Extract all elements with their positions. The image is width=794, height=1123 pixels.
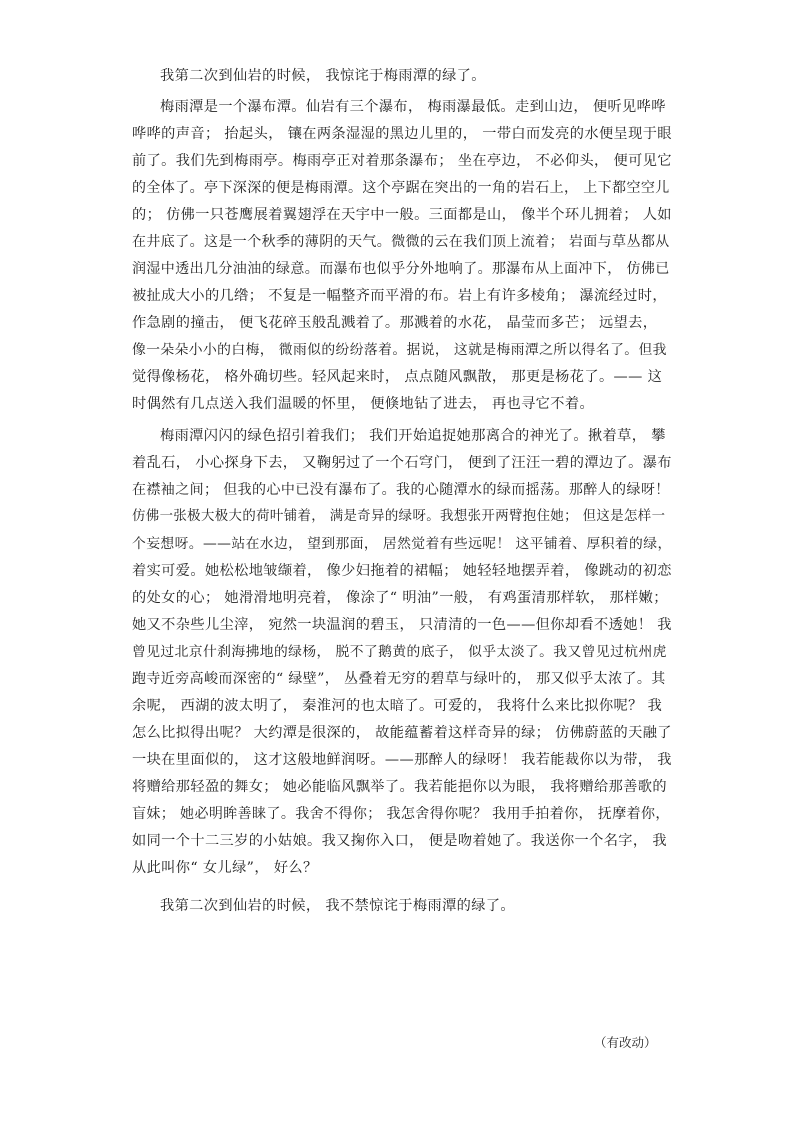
text-line: 余呢， 西湖的波太明了， 秦淮河的也太暗了。可爱的， 我将什么来比拟你呢？ 我 — [132, 698, 663, 714]
text-line: 被扯成大小的几绺； 不复是一幅整齐而平滑的布。岩上有许多棱角； 瀑流经过时， — [132, 288, 667, 304]
text-line: 着乱石， 小心探身下去， 又鞠躬过了一个石穹门， 便到了汪汪一碧的潭边了。瀑布 — [132, 455, 672, 471]
text-line: 的全体了。亭下深深的便是梅雨潭。这个亭踞在突出的一角的岩石上， 上下都空空儿 — [132, 180, 670, 196]
text-line: 像一朵朵小小的白梅， 微雨似的纷纷落着。据说， 这就是梅雨潭之所以得名了。但我 — [132, 342, 667, 358]
text-line: 的； 仿佛一只苍鹰展着翼翅浮在天宇中一般。三面都是山， 像半个环儿拥着； 人如 — [132, 207, 672, 223]
source-note: （有改动） — [594, 1035, 657, 1050]
text-line: 着实可爱。她松松地皱缬着， 像少妇拖着的裙幅； 她轻轻地摆弄着， 像跳动的初恋 — [132, 563, 672, 579]
text-line: 前了。我们先到梅雨亭。梅雨亭正对着那条瀑布； 坐在亭边， 不必仰头， 便可见它 — [132, 153, 672, 169]
text-line: 在井底了。这是一个秋季的薄阴的天气。微微的云在我们顶上流着； 岩面与草丛都从 — [132, 234, 670, 250]
text-line: 盲妹； 她必明眸善睐了。我舍不得你； 我怎舍得你呢？ 我用手拍着你， 抚摩着你， — [132, 806, 670, 822]
text-line: 润湿中透出几分油油的绿意。而瀑布也似乎分外地响了。那瀑布从上面冲下， 仿佛已 — [132, 261, 670, 277]
text-line: 从此叫你“ 女儿绿”， 好么？ — [132, 860, 318, 876]
text-line: 作急剧的撞击， 便飞花碎玉般乱溅着了。那溅着的水花， 晶莹而多芒； 远望去， — [132, 315, 658, 331]
text-line: 觉得像杨花， 格外确切些。轻风起来时， 点点随风飘散， 那更是杨花了。—— 这 — [132, 369, 663, 385]
text-line: 哗哗的声音； 抬起头， 镶在两条湿湿的黑边儿里的， 一带白而发亮的水便呈现于眼 — [132, 126, 672, 142]
text-line: 的处女的心； 她滑滑地明亮着， 像涂了“ 明油”一般， 有鸡蛋清那样软， 那样嫩； — [132, 590, 668, 606]
text-line: 怎么比拟得出呢？ 大约潭是很深的， 故能蕴蓄着这样奇异的绿； 仿佛蔚蓝的天融了 — [132, 725, 672, 741]
text-line: 仿佛一张极大极大的荷叶铺着， 满是奇异的绿呀。我想张开两臂抱住她； 但这是怎样一 — [132, 509, 666, 524]
text-line: 在襟袖之间； 但我的心中已没有瀑布了。我的心随潭水的绿而摇荡。那醉人的绿呀！ — [132, 482, 670, 498]
text-line: 我第二次到仙岩的时候， 我惊诧于梅雨潭的绿了。 — [160, 68, 486, 84]
text-line: 个妄想呀。——站在水边， 望到那面， 居然觉着有些远呢！ 这平铺着、厚积着的绿， — [132, 536, 672, 552]
text-line: 如同一个十二三岁的小姑娘。我又掬你入口， 便是吻着她了。我送你一个名字， 我 — [132, 833, 667, 849]
text-line: 将赠给那轻盈的舞女； 她必能临风飘举了。我若能挹你以为眼， 我将赠给那善歌的 — [132, 779, 667, 795]
text-line: 时偶然有几点送入我们温暖的怀里， 便倏地钻了进去， 再也寻它不着。 — [132, 396, 595, 412]
text-line: 跑寺近旁高峻而深密的“ 绿壁”， 丛叠着无穷的碧草与绿叶的， 那又似乎太浓了。其 — [132, 671, 666, 687]
text-line: 我第二次到仙岩的时候， 我不禁惊诧于梅雨潭的绿了。 — [160, 898, 516, 914]
text-line: 一块在里面似的， 这才这般地鲜润呀。——那醉人的绿呀！ 我若能裁你以为带， 我 — [132, 752, 672, 768]
text-line: 梅雨潭是一个瀑布潭。仙岩有三个瀑布， 梅雨瀑最低。走到山边， 便听见哗哗 — [160, 99, 666, 115]
text-line: 她又不杂些儿尘滓， 宛然一块温润的碧玉， 只清清的一色——但你却看不透她！ 我 — [132, 617, 672, 633]
text-line: 梅雨潭闪闪的绿色招引着我们； 我们开始追捉她那离合的神光了。揪着草， 攀 — [160, 428, 666, 444]
text-line: 曾见过北京什刹海拂地的绿杨， 脱不了鹅黄的底子， 似乎太淡了。我又曾见过杭州虎 — [132, 644, 667, 660]
